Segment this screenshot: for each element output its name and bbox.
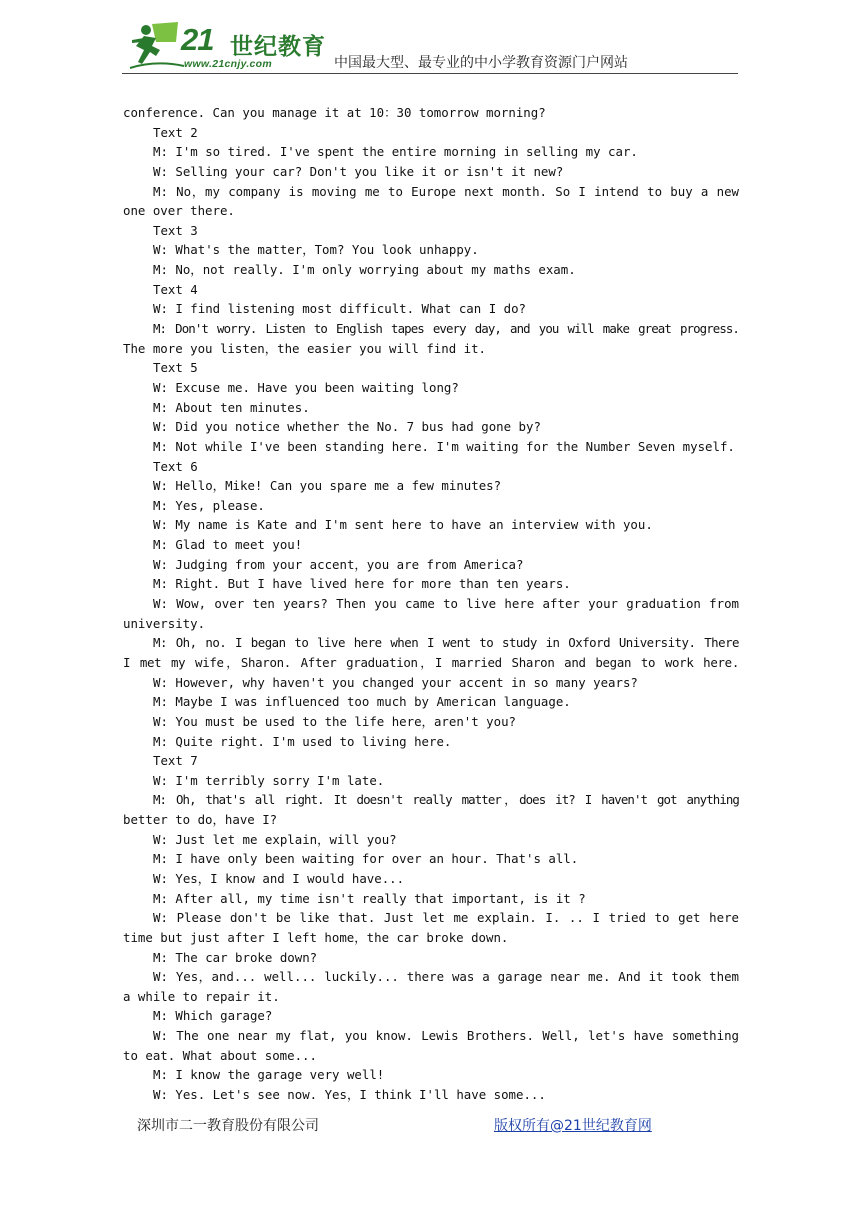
- transcript-line: a while to repair it.: [123, 988, 280, 1004]
- transcript-line: W: Judging from your accent，you are from America?: [153, 556, 524, 572]
- transcript-line: W: Yes. Let's see now. Yes，I think I'll have some...: [153, 1087, 546, 1103]
- site-logo[interactable]: [126, 20, 326, 72]
- transcript-line: university.: [123, 615, 206, 631]
- transcript-line: M: Right. But I have lived here for more than ten years.: [153, 576, 571, 592]
- transcript-line: W: However, why haven't you changed your accent in so many years?: [153, 674, 638, 690]
- transcript-line: conference. Can you manage it at 10：30 tomorrow morning?: [123, 105, 546, 120]
- transcript-line: M: Oh, no. I began to live here when I went to study in Oxford University. There: [153, 635, 739, 651]
- page-footer: [0, 1108, 860, 1138]
- transcript-line: W: I'm terribly sorry I'm late.: [153, 772, 385, 788]
- transcript-line: The more you listen，the easier you will find it.: [123, 340, 487, 356]
- transcript-line: M: The car broke down?: [153, 949, 318, 965]
- transcript-line: M: No，my company is moving me to Europe next month. So I intend to buy a new: [153, 183, 739, 199]
- transcript-line: W: Just let me explain，will you?: [153, 831, 397, 847]
- transcript-line: time but just after I left home，the car broke down.: [123, 929, 509, 945]
- footer-copyright-link[interactable]: 版权所有@21世纪教育网: [494, 1118, 652, 1134]
- section-heading: Text 5: [153, 360, 198, 376]
- section-heading: Text 7: [153, 753, 198, 769]
- transcript-line: better to do，have I?: [123, 812, 278, 828]
- logo-name: 世纪教育: [230, 34, 326, 60]
- transcript-line: W: Excuse me. Have you been waiting long?: [153, 379, 459, 395]
- transcript-line: M: Oh, that's all right. It doesn't really matter，does it? I haven't got anything: [153, 792, 739, 808]
- runner-icon: [126, 20, 186, 72]
- logo-number: 21: [181, 22, 214, 57]
- transcript-line: W: Yes，and... well... luckily... there was a garage near me. And it took them: [153, 969, 739, 985]
- transcript-line: W: Yes，I know and I would have...: [153, 870, 405, 886]
- transcript-line: W: Wow, over ten years? Then you came to live here after your graduation from: [153, 596, 739, 612]
- transcript-line: M: Which garage?: [153, 1008, 273, 1024]
- logo-url: www.21cnjy.com: [184, 58, 273, 70]
- transcript-line: M: Glad to meet you!: [153, 537, 303, 553]
- transcript-line: M: After all, my time isn't really that important, is it ?: [153, 890, 586, 906]
- transcript-line: W: Selling your car? Don't you like it or isn't it new?: [153, 163, 564, 179]
- transcript-line: M: No，not really. I'm only worrying about my maths exam.: [153, 262, 576, 278]
- transcript-line: M: Don't worry. Listen to English tapes every day, and you will make great progress.: [153, 321, 739, 337]
- transcript-body: [123, 103, 739, 1105]
- transcript-line: M: Quite right. I'm used to living here.: [153, 733, 452, 749]
- page-header: [122, 18, 738, 76]
- transcript-line: M: Maybe I was influenced too much by American language.: [153, 694, 571, 710]
- site-slogan: 中国最大型、最专业的中小学教育资源门户网站: [334, 55, 628, 71]
- section-heading: Text 3: [153, 222, 198, 238]
- transcript-line: W: Hello，Mike! Can you spare me a few minutes?: [153, 478, 502, 494]
- transcript-line: M: I'm so tired. I've spent the entire morning in selling my car.: [153, 144, 638, 160]
- transcript-line: M: I know the garage very well!: [153, 1067, 385, 1083]
- transcript-line: M: I have only been waiting for over an hour. That's all.: [153, 851, 579, 867]
- footer-company: 深圳市二一教育股份有限公司: [137, 1118, 319, 1134]
- transcript-line: W: Did you notice whether the No. 7 bus had gone by?: [153, 419, 541, 435]
- section-heading: Text 6: [153, 458, 198, 474]
- transcript-line: W: What's the matter，Tom? You look unhappy.: [153, 242, 479, 258]
- transcript-line: W: I find listening most difficult. What can I do?: [153, 301, 526, 317]
- transcript-line: M: Yes, please.: [153, 497, 265, 513]
- transcript-line: I met my wife，Sharon. After graduation，I married Sharon and began to work here.: [123, 654, 739, 670]
- header-divider: [122, 73, 738, 74]
- section-heading: Text 4: [153, 281, 198, 297]
- transcript-line: W: Please don't be like that. Just let me explain. I. .. I tried to get here: [153, 910, 739, 926]
- transcript-line: M: About ten minutes.: [153, 399, 310, 415]
- transcript-line: W: The one near my flat, you know. Lewis Brothers. Well, let's have something: [153, 1028, 739, 1044]
- transcript-line: to eat. What about some...: [123, 1047, 317, 1063]
- transcript-line: W: My name is Kate and I'm sent here to have an interview with you.: [153, 517, 653, 533]
- section-heading: Text 2: [153, 124, 198, 140]
- transcript-line: one over there.: [123, 203, 235, 219]
- transcript-line: W: You must be used to the life here，aren't you?: [153, 713, 517, 729]
- transcript-line: M: Not while I've been standing here. I'm waiting for the Number Seven myself.: [153, 438, 735, 454]
